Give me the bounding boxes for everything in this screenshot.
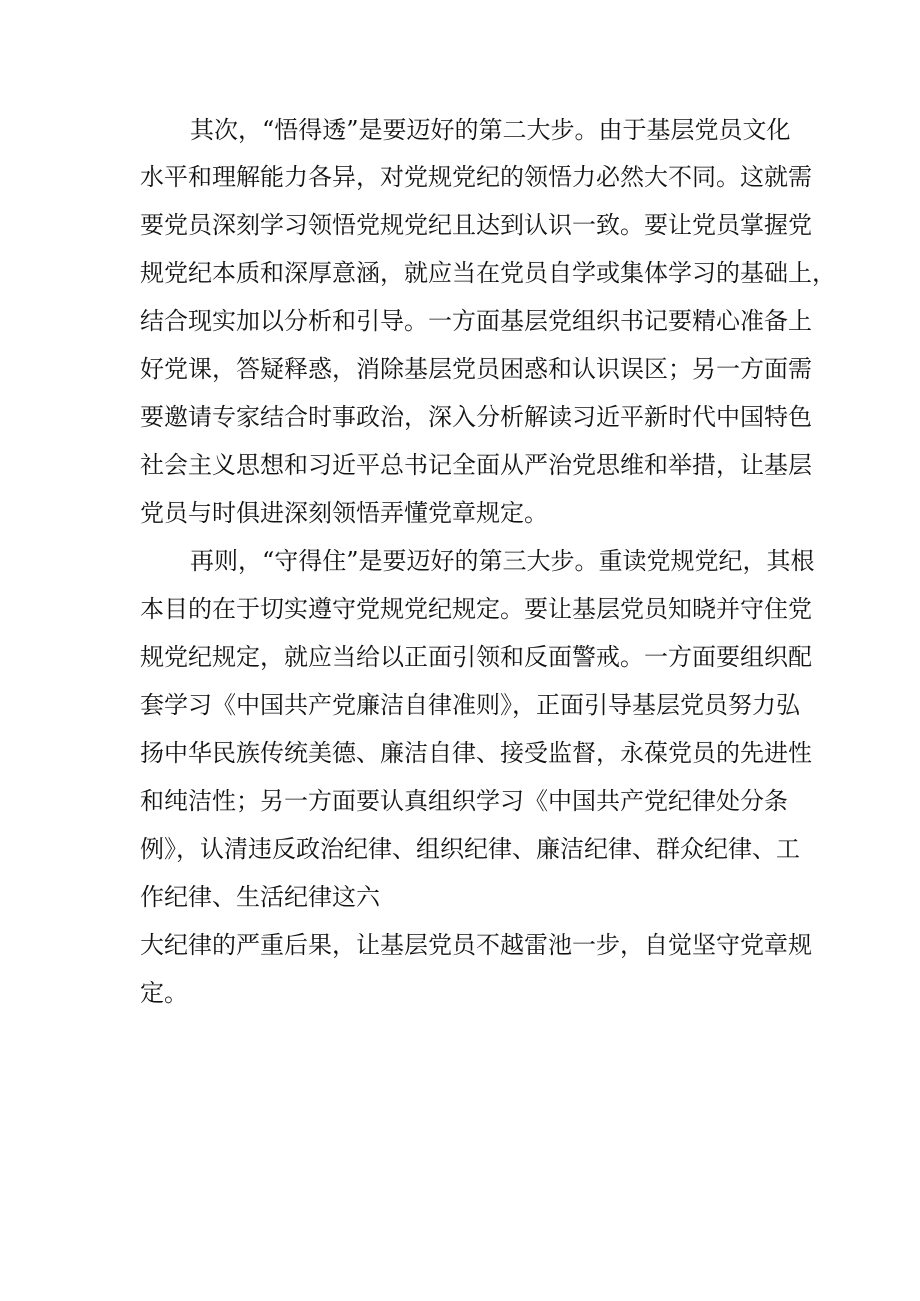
paragraph-2-line-4: 规党纪本质和深厚意涵，就应当在党员自学或集体学习的基础上， xyxy=(140,259,836,287)
paragraph-3-line-6: 和纯洁性；另一方面要认真组织学习《中国共产党纪律处分条 xyxy=(140,787,788,815)
paragraph-3-line-2: 本目的在于切实遵守党规党纪规定。要让基层党员知晓并守住党 xyxy=(140,595,812,623)
paragraph-3-line-9: 大纪律的严重后果，让基层党员不越雷池一步，自觉坚守党章规 xyxy=(140,931,812,959)
paragraph-2-line-3: 要党员深刻学习领悟党规党纪且达到认识一致。要让党员掌握党 xyxy=(140,211,812,239)
paragraph-3-line-3: 规党纪规定，就应当给以正面引领和反面警戒。一方面要组织配 xyxy=(140,643,812,671)
paragraph-2-line-8: 社会主义思想和习近平总书记全面从严治党思维和举措，让基层 xyxy=(140,451,812,479)
paragraph-2-line-6: 好党课，答疑释惑，消除基层党员困惑和认识误区；另一方面需 xyxy=(140,355,812,383)
paragraph-3-line-7: 例》，认清违反政治纪律、组织纪律、廉洁纪律、群众纪律、工 xyxy=(140,835,800,863)
paragraph-3-line-8: 作纪律、生活纪律这六 xyxy=(140,883,380,911)
paragraph-2-line-2: 水平和理解能力各异，对党规党纪的领悟力必然大不同。这就需 xyxy=(140,163,812,191)
paragraph-3-line-4: 套学习《中国共产党廉洁自律准则》，正面引导基层党员努力弘 xyxy=(140,691,800,719)
paragraph-2-line-5: 结合现实加以分析和引导。一方面基层党组织书记要精心准备上 xyxy=(140,307,812,335)
paragraph-3-line-5: 扬中华民族传统美德、廉洁自律、接受监督，永葆党员的先进性 xyxy=(140,739,812,767)
paragraph-2-line-7: 要邀请专家结合时事政治，深入分析解读习近平新时代中国特色 xyxy=(140,403,812,431)
paragraph-3-line-10: 定。 xyxy=(140,979,188,1007)
paragraph-2-line-9: 党员与时俱进深刻领悟弄懂党章规定。 xyxy=(140,499,548,527)
paragraph-3-line-1: 再则，“守得住”是要迈好的第三大步。重读党规党纪，其根 xyxy=(190,547,815,575)
paragraph-2-line-1: 其次，“悟得透”是要迈好的第二大步。由于基层党员文化 xyxy=(190,116,791,144)
